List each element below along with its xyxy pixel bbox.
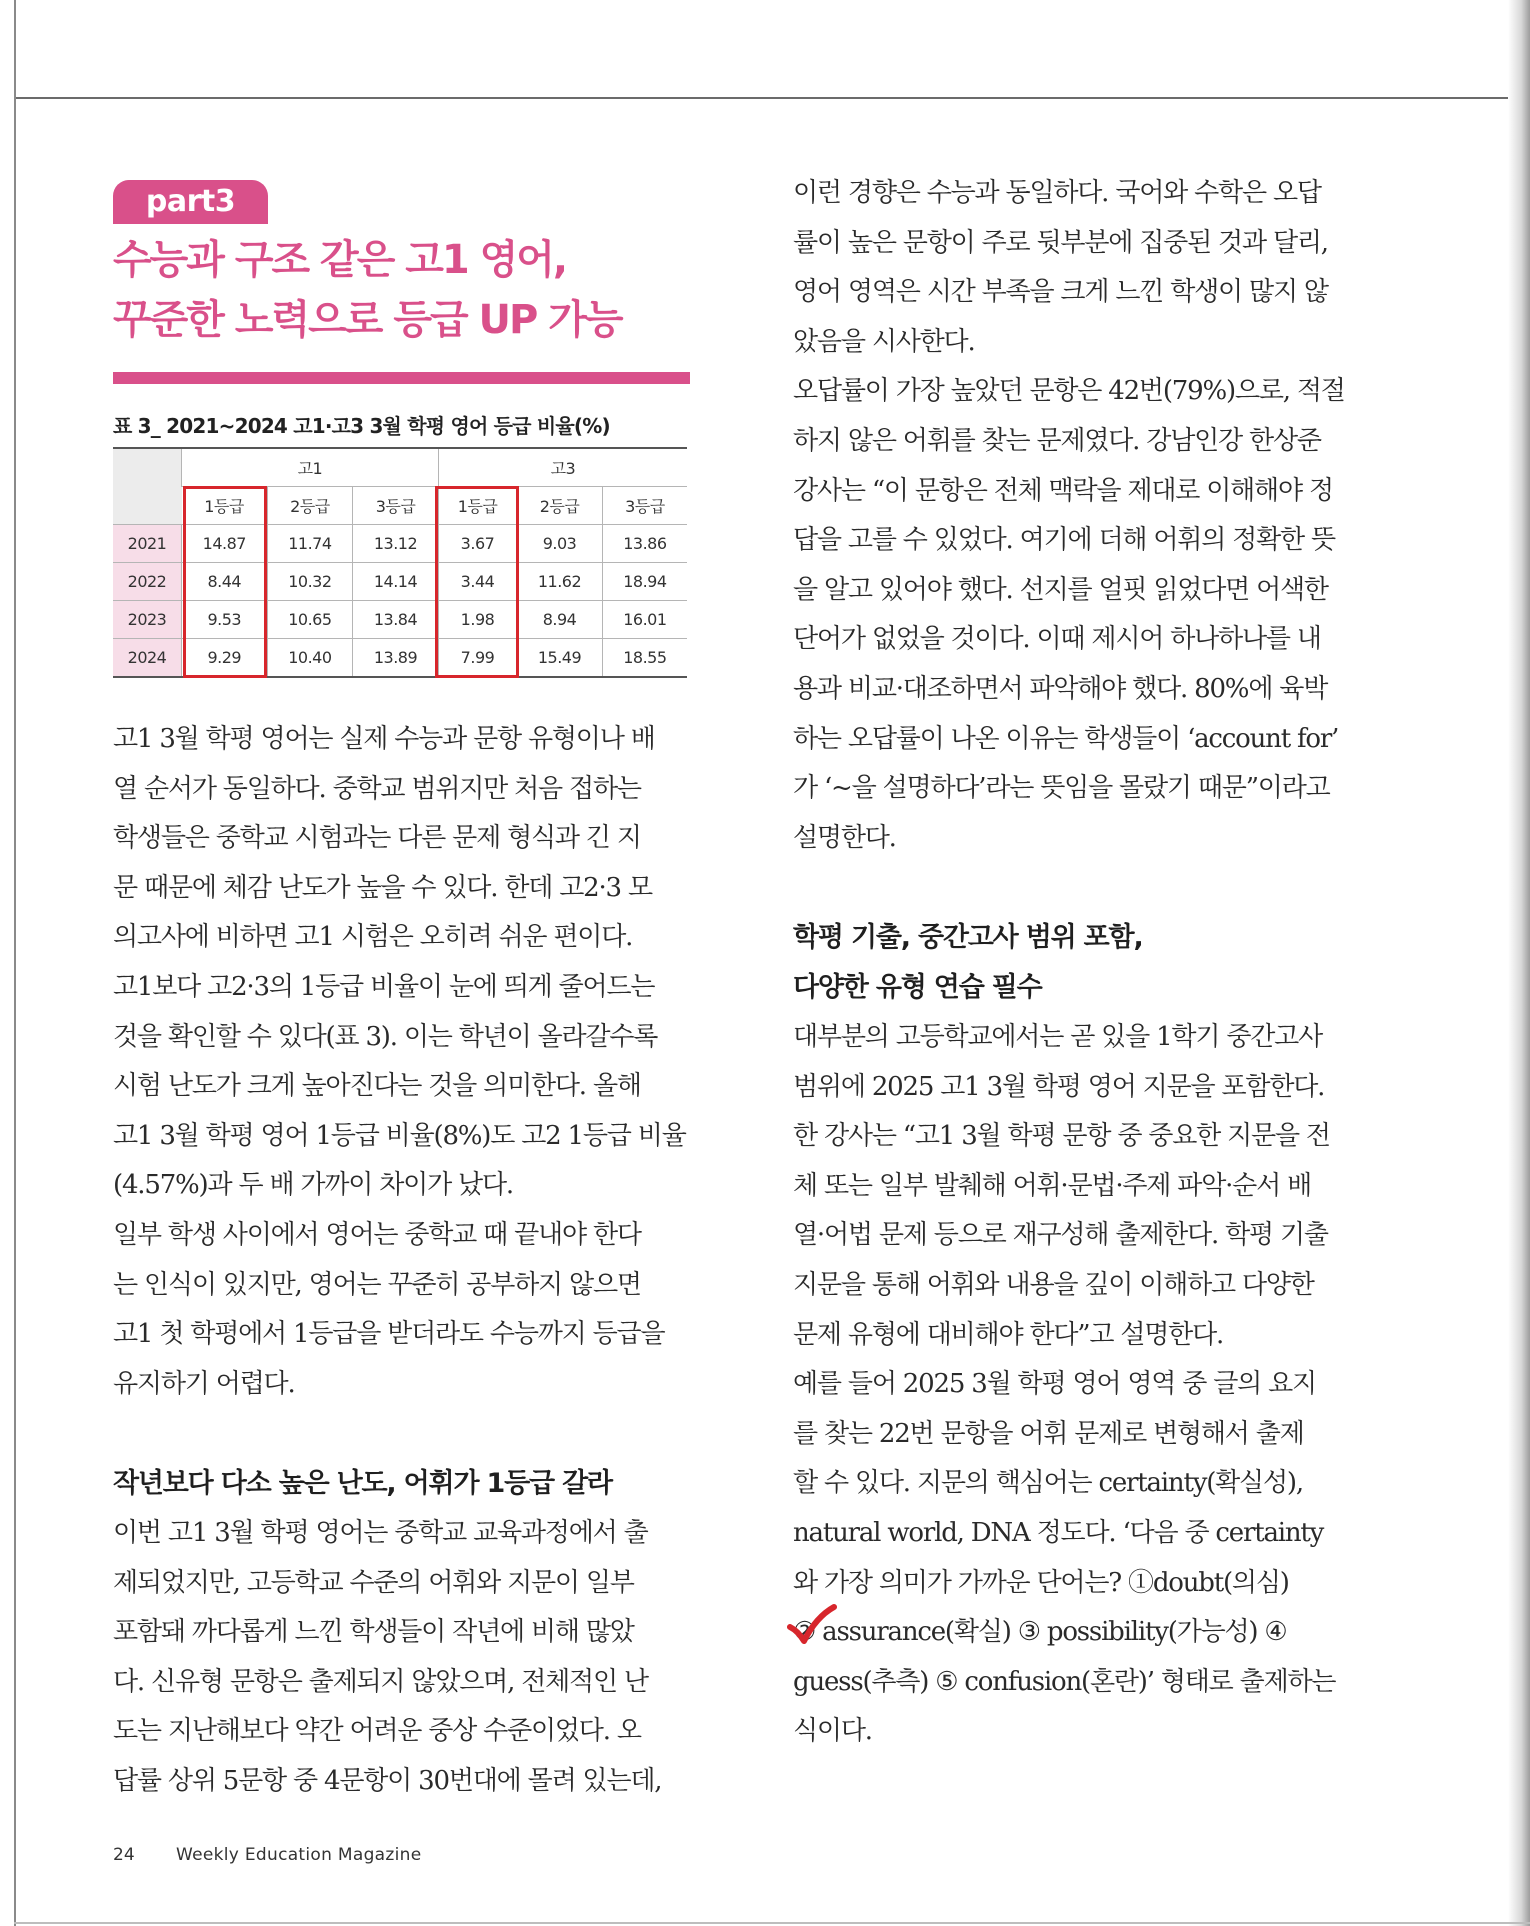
grade-header: 3등급 xyxy=(353,487,439,525)
value-cell: 10.32 xyxy=(267,563,353,601)
value-cell: 14.87 xyxy=(182,525,268,563)
text-line: 는 인식이 있지만, 영어는 꾸준히 공부하지 않으면 xyxy=(113,1269,641,1300)
text-line: 았음을 시사한다. xyxy=(793,326,975,357)
left-subhead: 작년보다 다소 높은 난도, 어휘가 1등급 갈라 xyxy=(113,1468,612,1499)
subhead-line: 다양한 유형 연습 필수 xyxy=(793,971,1042,1003)
text-line: 제되었지만, 고등학교 수준의 어휘와 지문이 일부 xyxy=(113,1567,634,1598)
text-line: 강사는 “이 문항은 전체 맥락을 제대로 이해해야 정 xyxy=(793,475,1333,506)
text-line: 이번 고1 3월 학평 영어는 중학교 교육과정에서 출 xyxy=(113,1518,648,1548)
right-paragraph-1 xyxy=(793,169,1345,863)
grade-header: 1등급 xyxy=(182,487,268,525)
year-cell: 2023 xyxy=(113,601,182,639)
value-cell: 9.29 xyxy=(182,639,268,678)
value-cell: 13.89 xyxy=(353,639,439,678)
value-cell: 18.94 xyxy=(602,563,687,601)
page-left-edge xyxy=(14,0,16,1926)
text-line: 오답률이 가장 높았던 문항은 42번(79%)으로, 적절 xyxy=(793,376,1345,407)
text-line: ② assurance(확실) ③ possibility(가능성) ④ xyxy=(793,1617,1287,1648)
text-line: 하지 않은 어휘를 찾는 문제였다. 강남인강 한상준 xyxy=(793,425,1321,456)
group-header-g1: 고1 xyxy=(182,448,439,487)
text-line: 문제 유형에 대비해야 한다”고 설명한다. xyxy=(793,1319,1224,1350)
text-line: 유지하기 어렵다. xyxy=(113,1368,295,1399)
text-line: 시험 난도가 크게 높아진다는 것을 의미한다. 올해 xyxy=(113,1071,641,1102)
page-bottom-edge xyxy=(14,1922,1530,1924)
text-line: 답률 상위 5문항 중 4문항이 30번대에 몰려 있는데, xyxy=(113,1765,662,1796)
text-line: 학생들은 중학교 시험과는 다른 문제 형식과 긴 지 xyxy=(113,823,641,854)
value-cell: 11.62 xyxy=(517,563,603,601)
grade-header: 3등급 xyxy=(602,487,687,525)
right-paragraph-3 xyxy=(793,1013,1335,1757)
year-cell: 2022 xyxy=(113,563,182,601)
text-line: 포함돼 까다롭게 느낀 학생들이 작년에 비해 많았 xyxy=(113,1617,634,1648)
text-line: 가 ‘~을 설명하다’라는 뜻임을 몰랐기 때문”이라고 xyxy=(793,773,1330,804)
text-line: (4.57%)과 두 배 가까이 차이가 났다. xyxy=(113,1170,513,1201)
text-line: 하는 오답률이 나온 이유는 학생들이 ‘account for’ xyxy=(793,723,1339,754)
value-cell: 9.03 xyxy=(517,525,603,563)
value-cell: 3.67 xyxy=(438,525,516,563)
group-header-g3: 고3 xyxy=(438,448,687,487)
text-line: 범위에 2025 고1 3월 학평 영어 지문을 포함한다. xyxy=(793,1071,1325,1102)
text-line: 고1 3월 학평 영어 1등급 비율(8%)도 고2 1등급 비율 xyxy=(113,1120,686,1151)
grade-header: 1등급 xyxy=(438,487,516,525)
grade-header: 2등급 xyxy=(267,487,353,525)
headline-line: 꾸준한 노력으로 등급 UP 가능 xyxy=(113,297,622,343)
text-line: 다. 신유형 문항은 출제되지 않았으며, 전체적인 난 xyxy=(113,1666,648,1697)
text-line: 지문을 통해 어휘와 내용을 깊이 이해하고 다양한 xyxy=(793,1269,1314,1300)
table-corner-cell xyxy=(113,448,182,525)
magazine-name: Weekly Education Magazine xyxy=(176,1845,422,1865)
page-top-border xyxy=(14,0,1530,99)
page-right-edge xyxy=(1508,0,1530,1926)
text-line: 을 알고 있어야 했다. 선지를 얼핏 읽었다면 어색한 xyxy=(793,574,1328,605)
text-line: 일부 학생 사이에서 영어는 중학교 때 끝내야 한다 xyxy=(113,1219,641,1250)
text-line: 할 수 있다. 지문의 핵심어는 certainty(확실성), xyxy=(793,1468,1303,1499)
text-line: 체 또는 일부 발췌해 어휘·문법·주제 파악·순서 배 xyxy=(793,1170,1311,1201)
value-cell: 13.86 xyxy=(602,525,687,563)
table-header-row xyxy=(113,448,687,487)
value-cell: 11.74 xyxy=(267,525,353,563)
value-cell: 10.40 xyxy=(267,639,353,678)
year-cell: 2021 xyxy=(113,525,182,563)
value-cell: 15.49 xyxy=(517,639,603,678)
text-line: 예를 들어 2025 3월 학평 영어 영역 중 글의 요지 xyxy=(793,1369,1316,1400)
text-line: 대부분의 고등학교에서는 곧 있을 1학기 중간고사 xyxy=(793,1022,1322,1052)
value-cell: 10.65 xyxy=(267,601,353,639)
text-line: 문 때문에 체감 난도가 높을 수 있다. 한데 고2·3 모 xyxy=(113,872,652,903)
text-line: natural world, DNA 정도다. ‘다음 중 certainty xyxy=(793,1517,1324,1548)
highlight-box-g3-grade1 xyxy=(435,486,519,678)
article-headline xyxy=(113,230,713,350)
headline-line: 수능과 구조 같은 고1 영어, xyxy=(113,237,567,283)
value-cell: 14.14 xyxy=(353,563,439,601)
text-line: guess(추측) ⑤ confusion(혼란)’ 형태로 출제하는 xyxy=(793,1666,1336,1697)
right-subhead xyxy=(793,913,1143,1012)
text-line: 고1 3월 학평 영어는 실제 수능과 문항 유형이나 배 xyxy=(113,724,655,754)
table-caption: 표 3_ 2021~2024 고1·고3 3월 학평 영어 등급 비율(%) xyxy=(113,414,610,438)
text-line: 를 찾는 22번 문항을 어휘 문제로 변형해서 출제 xyxy=(793,1418,1304,1449)
value-cell: 13.12 xyxy=(353,525,439,563)
year-cell: 2024 xyxy=(113,639,182,678)
text-line: 용과 비교·대조하면서 파악해야 했다. 80%에 육박 xyxy=(793,673,1328,704)
page-number: 24 xyxy=(113,1845,135,1865)
red-check-icon xyxy=(786,1603,838,1647)
text-line: 고1보다 고2·3의 1등급 비율이 눈에 띄게 줄어드는 xyxy=(113,971,655,1002)
text-line: 이런 경향은 수능과 동일하다. 국어와 수학은 오답 xyxy=(793,178,1321,208)
text-line: 의고사에 비하면 고1 시험은 오히려 쉬운 편이다. xyxy=(113,922,633,953)
value-cell: 16.01 xyxy=(602,601,687,639)
headline-rule xyxy=(113,372,690,384)
value-cell: 13.84 xyxy=(353,601,439,639)
left-paragraph-3 xyxy=(113,1509,661,1807)
text-line: 도는 지난해보다 약간 어려운 중상 수준이었다. 오 xyxy=(113,1716,641,1747)
text-line: 열·어법 문제 등으로 재구성해 출제한다. 학평 기출 xyxy=(793,1220,1328,1251)
text-line: 식이다. xyxy=(793,1716,872,1747)
text-line: 영어 영역은 시간 부족을 크게 느낀 학생이 많지 않 xyxy=(793,277,1328,308)
value-cell: 8.44 xyxy=(182,563,268,601)
text-line: 률이 높은 문항이 주로 뒷부분에 집중된 것과 달리, xyxy=(793,227,1328,258)
value-cell: 7.99 xyxy=(438,639,516,678)
text-line: 설명한다. xyxy=(793,822,896,853)
subhead-line: 학평 기출, 중간고사 범위 포함, xyxy=(793,922,1143,953)
text-line: 단어가 없었을 것이다. 이때 제시어 하나하나를 내 xyxy=(793,624,1321,655)
value-cell: 9.53 xyxy=(182,601,268,639)
value-cell: 8.94 xyxy=(517,601,603,639)
value-cell: 1.98 xyxy=(438,601,516,639)
left-paragraph-1 xyxy=(113,715,686,1409)
text-line: 고1 첫 학평에서 1등급을 받더라도 수능까지 등급을 xyxy=(113,1319,665,1350)
text-line: 와 가장 의미가 가까운 단어는? ①doubt(의심) xyxy=(793,1567,1289,1598)
text-line: 열 순서가 동일하다. 중학교 범위지만 처음 접하는 xyxy=(113,773,641,804)
value-cell: 18.55 xyxy=(602,639,687,678)
value-cell: 3.44 xyxy=(438,563,516,601)
text-line: 한 강사는 “고1 3월 학평 문항 중 중요한 지문을 전 xyxy=(793,1121,1330,1152)
grade-header: 2등급 xyxy=(517,487,603,525)
part-badge: part3 xyxy=(113,180,268,224)
text-line: 것을 확인할 수 있다(표 3). 이는 학년이 올라갈수록 xyxy=(113,1021,658,1052)
text-line: 답을 고를 수 있었다. 여기에 더해 어휘의 정확한 뜻 xyxy=(793,525,1335,556)
highlight-box-g1-grade1 xyxy=(183,486,267,678)
